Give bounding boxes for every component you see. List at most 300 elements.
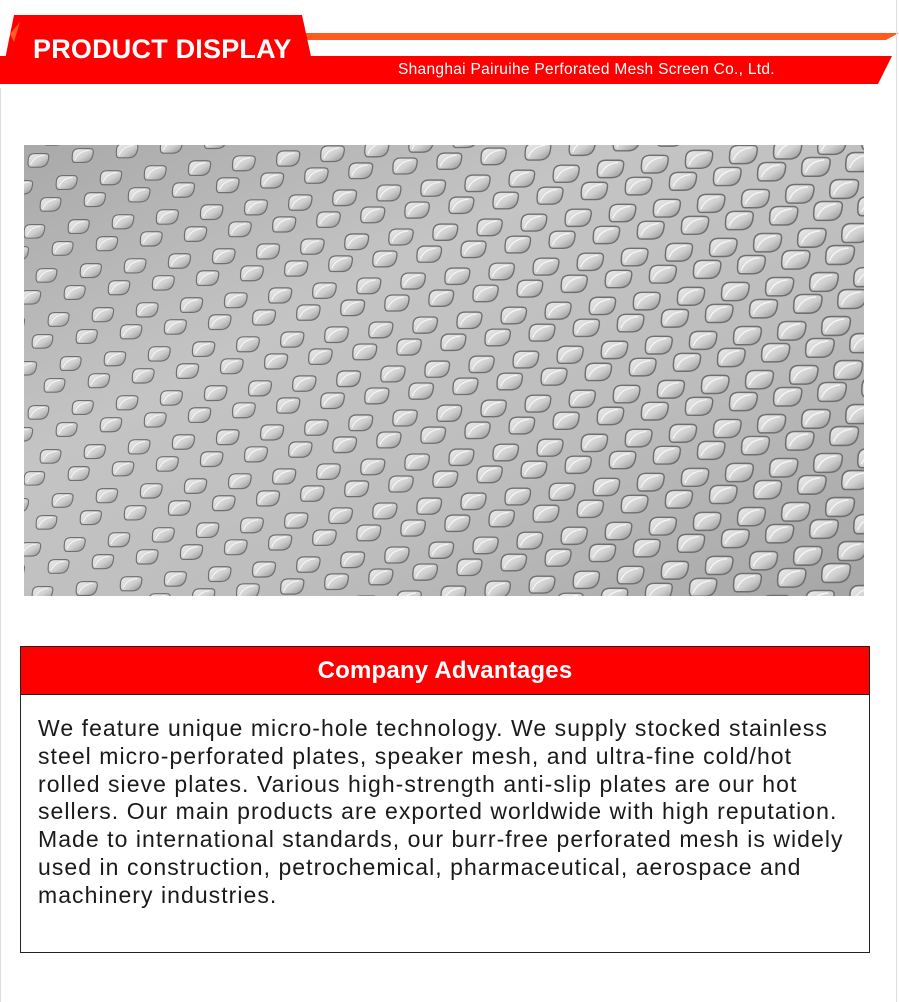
perforation-dimple (417, 498, 442, 514)
company-advantages-text: We feature unique micro-hole technology. We supply stocked stainless steel micro-perforated plates, speaker mesh, and ultra-fine cold/hot rolled sieve plates. Various high-strength anti-slip plates are our hot sellers. Our main products are exported worldwide with high reputation. Made to international standards, our burr-free perforated mesh is widely used in construction, petrochemical, pharmaceutical, aerospace and machinery industries. (38, 715, 844, 908)
perforation-dimple (557, 593, 583, 596)
perforation-dimple (850, 334, 864, 353)
perforation-dimple (693, 260, 720, 278)
perforation-dimple (742, 189, 770, 207)
perforation-dimple (854, 515, 864, 534)
perforation-dimple (461, 493, 486, 510)
perforation-dimple (32, 335, 53, 349)
perforation-dimple (729, 145, 757, 163)
perforation-dimple (36, 516, 57, 530)
perforation-dimple (269, 288, 292, 303)
perforation-dimple (842, 224, 864, 243)
perforation-dimple (437, 405, 462, 421)
perforation-dimple (750, 551, 778, 569)
perforation-dimple (413, 564, 438, 580)
perforation-dimple (557, 346, 583, 363)
perforation-dimple (838, 542, 864, 561)
perforation-dimple (76, 330, 97, 344)
perforation-dimple (405, 202, 429, 218)
perforation-dimple (529, 576, 555, 593)
perforation-dimple (537, 187, 563, 204)
perforation-dimple (124, 506, 146, 520)
perforation-dimple (717, 348, 745, 366)
perforation-dimple (798, 476, 826, 495)
perforation-dimple (742, 436, 770, 454)
perforation-dimple (24, 225, 45, 239)
perforation-dimple (737, 255, 765, 273)
perforation-dimple (373, 503, 397, 519)
perforation-dimple (649, 265, 676, 283)
perforation-dimple (685, 150, 712, 168)
perforation-dimple (136, 550, 158, 564)
perforation-dimple (128, 440, 150, 454)
perforation-dimple (725, 211, 753, 229)
perforation-dimple (565, 456, 591, 473)
perforation-dimple (417, 246, 442, 262)
perforation-dimple (277, 151, 300, 166)
perforation-dimple (685, 397, 712, 415)
perforation-dimple (661, 309, 688, 327)
left-border-line (0, 88, 1, 1002)
perforation-dimple (733, 573, 761, 591)
perforation-dimple (477, 466, 502, 483)
perforation-dimple (92, 555, 113, 569)
perforation-dimple (701, 375, 729, 393)
perforation-dimple (80, 264, 101, 278)
perforation-dimple (273, 469, 296, 484)
perforation-dimple (224, 540, 247, 555)
perforation-dimple (241, 518, 264, 533)
perforation-dimple (337, 371, 361, 387)
perforation-dimple (48, 560, 69, 574)
perforation-dimple (393, 158, 417, 174)
perforation-dimple (100, 418, 121, 432)
perforation-dimple (754, 233, 782, 251)
perforation-dimple (665, 490, 692, 508)
perforation-dimple (473, 285, 498, 302)
company-name: Shanghai Pairuihe Perforated Mesh Screen Co., Ltd. (398, 61, 775, 78)
perforation-dimple (794, 547, 822, 566)
perforation-dimple (669, 172, 696, 190)
perforation-dimple (365, 388, 389, 404)
perforation-dimple (64, 538, 85, 552)
perforation-dimple (810, 273, 839, 292)
perforation-dimple (585, 363, 611, 380)
perforation-dimple (665, 243, 692, 261)
perforation-dimple (445, 268, 470, 284)
perforation-dimple (204, 386, 226, 401)
perforation-dimple (709, 238, 737, 256)
perforation-dimple (184, 227, 206, 242)
perforation-dimple (501, 554, 526, 571)
perforation-dimple (60, 357, 81, 371)
perforation-dimple (770, 206, 798, 225)
perforation-dimple (100, 171, 121, 185)
perforation-dimple (120, 577, 142, 591)
perforation-dimple (293, 376, 316, 391)
perforation-dimple (116, 396, 138, 410)
header-banner (0, 0, 899, 92)
perforation-dimple (208, 567, 230, 582)
perforation-dimple (461, 241, 486, 258)
perforation-dimple (229, 474, 252, 489)
perforation-dimple (830, 180, 859, 199)
perforation-dimple (613, 385, 640, 403)
perforation-dimple (180, 298, 202, 313)
perforation-dimple (148, 347, 170, 361)
perforation-dimple (762, 343, 790, 361)
perforation-dimple (798, 229, 826, 248)
perforation-dimple (641, 155, 668, 173)
perforation-dimple (553, 165, 579, 182)
perforation-dimple (533, 505, 559, 522)
perforation-dimple (72, 401, 93, 415)
perforation-dimple (810, 520, 839, 539)
perforation-dimple (160, 391, 182, 405)
perforation-dimple (261, 425, 284, 440)
perforation-dimple (40, 198, 61, 212)
perforation-dimple (317, 212, 341, 227)
perforation-dimple (721, 529, 749, 547)
perforation-dimple (826, 246, 855, 265)
perforation-dimple (549, 231, 575, 248)
perforation-dimple (389, 476, 413, 492)
perforation-dimple (525, 395, 551, 412)
perforation-dimple (553, 412, 579, 429)
perforation-dimple (673, 353, 700, 371)
perforation-dimple (517, 280, 543, 297)
perforation-dimple (697, 441, 724, 459)
perforation-dimple (385, 547, 409, 563)
perforation-dimple (333, 437, 357, 453)
perforation-dimple (433, 471, 458, 487)
perforation-dimple (245, 447, 268, 462)
perforation-dimple (329, 256, 353, 272)
perforation-dimple (361, 459, 385, 475)
perforation-dimple (120, 325, 142, 339)
perforation-dimple (68, 220, 89, 234)
perforation-dimple (758, 414, 786, 432)
perforation-dimple (794, 295, 822, 314)
perforation-dimple (822, 317, 851, 336)
perforation-dimple (28, 154, 49, 168)
perforation-dimple (301, 486, 324, 501)
perforation-dimple (285, 513, 308, 528)
perforation-dimple (649, 517, 676, 535)
perforation-dimple (401, 520, 425, 536)
perforation-dimple (661, 561, 688, 579)
perforation-dimple (353, 344, 377, 360)
perforation-dimple (224, 293, 247, 308)
perforation-dimple (44, 379, 65, 393)
perforation-dimple (709, 485, 737, 503)
perforation-dimple (192, 589, 214, 596)
perforation-dimple (525, 145, 551, 160)
perforation-dimple (621, 495, 648, 513)
perforation-dimple (341, 552, 365, 568)
perforation-dimple (653, 446, 680, 464)
perforation-dimple (457, 559, 482, 575)
perforation-dimple (164, 320, 186, 334)
perforation-dimple (485, 581, 510, 596)
perforation-dimple (509, 170, 535, 187)
perforation-dimple (449, 197, 474, 213)
perforation-dimple (301, 239, 324, 254)
perforation-dimple (746, 370, 774, 388)
perforation-dimple (629, 358, 656, 376)
perforation-dimple (589, 544, 615, 561)
perforation-dimple (758, 162, 786, 180)
perforation-dimple (281, 579, 304, 594)
perforation-dimple (84, 445, 105, 459)
perforation-dimple (774, 387, 802, 406)
perforation-dimple (184, 479, 206, 494)
perforation-dimple (48, 313, 69, 327)
perforation-dimple (814, 202, 843, 221)
perforation-dimple (457, 312, 482, 328)
perforation-dimple (545, 549, 571, 566)
perforation-dimple (377, 432, 401, 448)
perforation-dimple (285, 261, 308, 276)
perforation-dimple (220, 359, 243, 374)
perforation-dimple (92, 308, 113, 322)
perforation-dimple (289, 195, 312, 210)
perforation-dimple (505, 488, 531, 505)
perforation-dimple (778, 322, 806, 341)
perforation-dimple (822, 564, 851, 583)
perforation-dimple (778, 569, 806, 588)
perforation-dimple (677, 534, 704, 552)
perforation-dimple (489, 510, 514, 527)
perforation-dimple (573, 571, 599, 588)
perforation-dimple (830, 427, 859, 446)
perforation-dimple (357, 525, 381, 541)
perforation-dimple (477, 219, 502, 236)
perforation-dimple (713, 167, 741, 185)
perforation-dimple (365, 145, 389, 157)
perforation-dimple (802, 158, 831, 177)
perforation-dimple (770, 458, 798, 477)
perforation-dimple (229, 222, 252, 237)
perforation-dimple (425, 361, 450, 377)
perforation-dimple (212, 496, 235, 511)
perforation-dimple (689, 331, 716, 349)
perforation-dimple (172, 435, 194, 450)
perforation-dimple (565, 209, 591, 226)
perforation-dimple (653, 199, 680, 217)
perforation-dimple (786, 184, 814, 203)
perforation-dimple (385, 295, 409, 311)
perforation-dimple (156, 457, 178, 471)
perforation-dimple (289, 442, 312, 457)
perforation-dimple (601, 341, 627, 358)
perforation-dimple (705, 304, 733, 322)
perforation-dimple (245, 200, 268, 215)
perforation-dimple (273, 217, 296, 232)
perforation-dimple (144, 413, 166, 427)
perforation-dimple (377, 185, 401, 201)
perforation-dimple (421, 427, 446, 443)
perforation-dimple (465, 422, 490, 439)
perforation-dimple (445, 515, 470, 531)
perforation-dimple (521, 461, 547, 478)
perforation-dimple (561, 527, 587, 544)
perforation-dimple (637, 473, 664, 491)
perforation-dimple (782, 503, 810, 522)
perforation-dimple (397, 591, 421, 596)
perforation-dimple (697, 194, 724, 212)
perforation-dimple (593, 226, 619, 243)
perforation-dimple (729, 392, 757, 410)
perforation-dimple (128, 188, 150, 202)
perforation-dimple (545, 302, 571, 319)
perforation-dimple (645, 583, 672, 596)
perforation-dimple (449, 449, 474, 465)
perforation-dimple (345, 481, 369, 497)
perforation-dimple (148, 594, 170, 596)
perforation-dimple (489, 263, 514, 280)
perforation-dimple (681, 216, 708, 234)
perforation-dimple (68, 467, 89, 481)
product-photo (24, 145, 864, 596)
perforation-dimple (621, 248, 648, 266)
perforation-dimple (645, 336, 672, 354)
perforation-dimple (24, 291, 41, 305)
perforation-dimple (790, 366, 818, 385)
perforation-dimple (212, 249, 235, 264)
perforation-dimple (253, 562, 276, 577)
perforation-dimple (196, 271, 218, 286)
perforation-dimple (541, 368, 567, 385)
perforation-dimple (180, 545, 202, 560)
perforation-dimple (581, 182, 607, 199)
perforation-dimple (32, 587, 53, 596)
perforation-dimple (309, 349, 333, 364)
perforation-dimple (609, 204, 636, 221)
perforation-dimple (609, 451, 636, 468)
perforation-dimple (192, 342, 214, 357)
perforation-dimple (725, 463, 753, 481)
right-border-line (896, 0, 897, 1002)
perforation-dimple (28, 406, 49, 420)
perforation-dimple (681, 468, 708, 486)
perforation-dimple (168, 254, 190, 269)
perforation-dimple (677, 287, 704, 305)
perforation-dimple (846, 153, 864, 172)
perforation-dimple (481, 400, 506, 417)
perforation-dimple (605, 522, 632, 539)
page-title: PRODUCT DISPLAY (33, 34, 292, 64)
perforation-dimple (216, 430, 239, 445)
perforation-dimple (253, 310, 276, 325)
perforation-dimple (156, 210, 178, 224)
perforation-dimple (313, 530, 337, 545)
perforation-dimple (168, 501, 190, 516)
perforation-dimple (501, 307, 526, 324)
perforation-dimple (657, 380, 684, 398)
perforation-dimple (349, 415, 373, 431)
perforation-dimple (36, 269, 57, 283)
perforation-dimple (200, 452, 222, 467)
perforation-dimple (633, 539, 660, 557)
perforated-plate-image (24, 145, 864, 596)
perforation-dimple (140, 484, 162, 498)
perforation-dimple (597, 407, 623, 424)
perforation-dimple (313, 283, 337, 298)
perforation-dimple (754, 480, 782, 498)
perforation-dimple (589, 297, 615, 314)
perforation-dimple (152, 276, 174, 290)
perforation-dimple (56, 176, 77, 190)
perforation-dimple (617, 566, 644, 584)
perforation-dimple (116, 145, 138, 158)
perforation-dimple (341, 300, 365, 316)
perforation-dimple (88, 374, 109, 388)
perforation-dimple (249, 381, 272, 396)
perforation-dimple (257, 244, 280, 259)
perforation-dimple (176, 364, 198, 379)
perforation-dimple (605, 270, 632, 287)
perforation-dimple (493, 192, 518, 209)
perforation-dimple (441, 586, 466, 596)
perforation-dimple (433, 224, 458, 240)
perforation-dimple (569, 390, 595, 407)
perforation-dimple (834, 361, 863, 380)
perforation-dimple (802, 410, 831, 429)
perforation-dimple (521, 214, 547, 231)
perforation-dimple (625, 429, 652, 447)
perforation-dimple (112, 462, 134, 476)
perforation-dimple (349, 163, 373, 179)
perforation-dimple (305, 168, 328, 183)
perforation-dimple (854, 268, 864, 287)
perforation-dimple (497, 373, 522, 390)
perforation-dimple (381, 366, 405, 382)
perforation-dimple (188, 408, 210, 423)
perforation-dimple (669, 424, 696, 442)
perforation-dimple (345, 234, 369, 250)
perforation-dimple (453, 378, 478, 394)
perforation-dimple (581, 434, 607, 451)
perforation-dimple (208, 315, 230, 330)
perforation-dimple (232, 156, 255, 171)
perforation-dimple (124, 259, 146, 273)
perforation-dimple (465, 175, 490, 192)
perforation-dimple (196, 523, 218, 538)
perforation-dimple (633, 292, 660, 310)
perforation-dimple (513, 351, 539, 368)
perforation-dimple (52, 494, 73, 508)
perforation-dimple (473, 537, 498, 554)
perforation-dimple (281, 332, 304, 347)
perforation-dimple (393, 410, 417, 426)
perforation-dimple (152, 528, 174, 542)
perforation-dimple (537, 439, 563, 456)
perforation-dimple (261, 173, 284, 188)
perforation-dimple (389, 229, 413, 245)
perforation-dimple (96, 489, 117, 503)
perforation-dimple (216, 178, 239, 193)
perforation-dimple (52, 242, 73, 256)
company-advantages-title: Company Advantages (317, 656, 573, 684)
perforation-dimple (277, 398, 300, 413)
perforation-dimple (401, 273, 425, 289)
perforation-dimple (421, 180, 446, 196)
perforation-dimple (325, 327, 349, 343)
perforation-dimple (24, 472, 45, 486)
perforation-dimple (80, 511, 101, 525)
perforation-dimple (838, 290, 864, 309)
